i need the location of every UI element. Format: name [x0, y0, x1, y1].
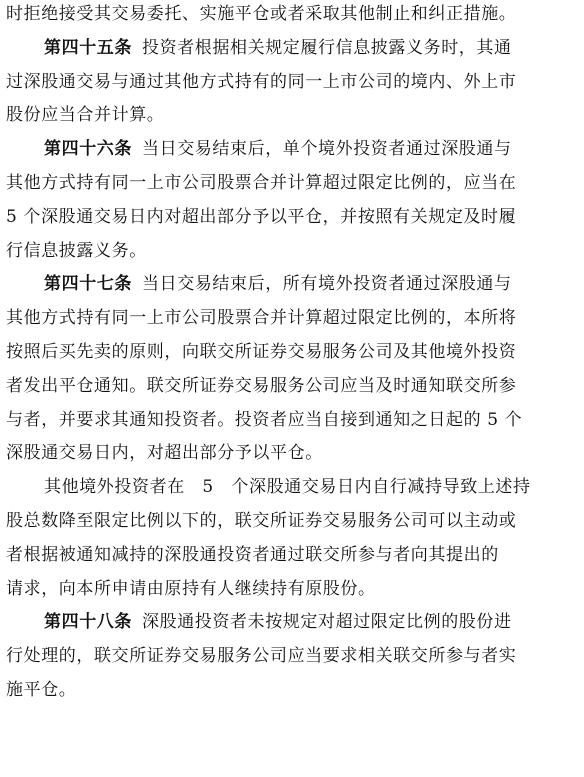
- article-47-heading-line: [6, 268, 578, 302]
- article-number: 第四十五条: [44, 37, 132, 58]
- text-line: [6, 437, 578, 471]
- line-text: 按照后买先卖的原则，向联交所证券交易服务公司及其他境外投资: [6, 341, 517, 362]
- line-text: 与者，并要求其通知投资者。投资者应当自接到通知之日起的 5 个: [6, 409, 523, 430]
- text-line: [6, 302, 578, 336]
- text-line: [6, 539, 578, 573]
- line-text: 者发出平仓通知。联交所证券交易服务公司应当及时通知联交所参: [6, 375, 517, 396]
- line-text: 当日交易结束后，单个境外投资者通过深股通与: [142, 139, 512, 160]
- line-text: 当日交易结束后，所有境外投资者通过深股通与: [142, 274, 512, 295]
- paragraph-start-line: [6, 471, 578, 505]
- line-text: 施平仓。: [6, 679, 77, 700]
- line-text: 请求，向本所申请由原持有人继续持有原股份。: [6, 578, 376, 599]
- text-line: [6, 99, 578, 133]
- line-text: 股总数降至限定比例以下的，联交所证券交易服务公司可以主动或: [6, 510, 517, 531]
- text-line: [6, 167, 578, 201]
- line-text: 深股通投资者未按规定对超过限定比例的股份进: [142, 612, 512, 633]
- article-number: 第四十七条: [44, 274, 132, 295]
- line-text: 投资者根据相关规定履行信息披露义务时，其通: [142, 37, 512, 58]
- text-line: [6, 573, 578, 607]
- article-48-heading-line: [6, 606, 578, 640]
- text-line: [6, 235, 578, 269]
- text-line: [6, 336, 578, 370]
- text-line: [6, 201, 578, 235]
- line-text: 其他方式持有同一上市公司股票合并计算超过限定比例的，本所将: [6, 308, 517, 329]
- text-line: [6, 640, 578, 674]
- article-45-heading-line: [6, 32, 578, 66]
- text-line: [6, 66, 578, 100]
- line-text: 时拒绝接受其交易委托、实施平仓或者采取其他制止和纠正措施。: [6, 4, 517, 24]
- line-text: 其他方式持有同一上市公司股票合并计算超过限定比例的，应当在: [6, 172, 517, 193]
- text-line: [6, 404, 578, 438]
- line-text: 行处理的，联交所证券交易服务公司应当要求相关联交所参与者实: [6, 646, 517, 667]
- line-text: 行信息披露义务。: [6, 240, 147, 261]
- line-text: 其他境外投资者在 5 个深股通交易日内自行减持导致上述持: [44, 477, 531, 498]
- line-text: 股份应当合并计算。: [6, 105, 165, 126]
- article-number: 第四十六条: [44, 139, 132, 160]
- article-number: 第四十八条: [44, 612, 132, 633]
- text-line: [6, 370, 578, 404]
- article-46-heading-line: [6, 133, 578, 167]
- line-text: 深股通交易日内，对超出部分予以平仓。: [6, 443, 323, 464]
- document-page: [6, 0, 578, 708]
- text-line: [6, 505, 578, 539]
- text-line: [6, 0, 578, 32]
- text-line: [6, 674, 578, 708]
- line-text: 过深股通交易与通过其他方式持有的同一上市公司的境内、外上市: [6, 71, 517, 92]
- line-text: 5 个深股通交易日内对超出部分予以平仓，并按照有关规定及时履: [6, 206, 517, 227]
- line-text: 者根据被通知减持的深股通投资者通过联交所参与者向其提出的: [6, 544, 499, 565]
